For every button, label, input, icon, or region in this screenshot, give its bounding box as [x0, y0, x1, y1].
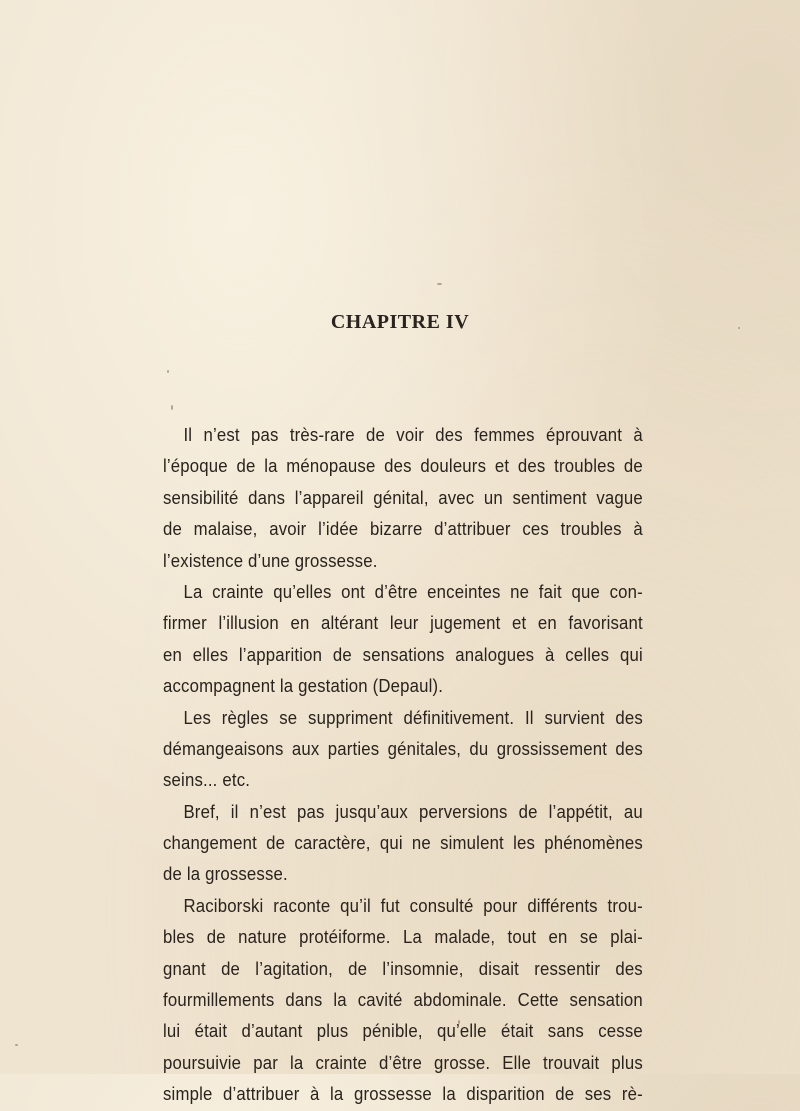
text-line: bles de nature protéiforme. La malade, tout en se plai- — [163, 927, 643, 948]
text-line: simple d’attribuer à la grossesse la disparition de ses rè- — [163, 1084, 643, 1105]
text-line: firmer l’illusion en altérant leur jugement et en favorisant — [163, 613, 643, 634]
text-line: démangeaisons aux parties génitales, du grossissement des — [163, 738, 643, 759]
paper-speck — [15, 1044, 18, 1046]
text-line: Il n’est pas très-rare de voir des femmes éprouvant à — [183, 425, 643, 445]
text-line: de malaise, avoir l’idée bizarre d’attribuer ces troubles à — [163, 519, 643, 540]
paper-speck — [171, 405, 173, 410]
text-line: sensibilité dans l’appareil génital, avec un sentiment vague — [163, 487, 643, 508]
text-line: fourmillements dans la cavité abdominale. Cette sensation — [163, 990, 643, 1011]
text-line: l’existence d’une grossesse. — [163, 550, 378, 571]
text-line: changement de caractère, qui ne simulent les phénomènes — [163, 833, 643, 854]
paper-speck — [437, 283, 442, 285]
text-line: La crainte qu’elles ont d’être enceintes ne fait que con- — [183, 581, 643, 602]
text-line: Bref, il n’est pas jusqu’aux perversions de l’appétit, au — [183, 801, 643, 822]
chapter-heading: CHAPITRE IV — [330, 311, 470, 333]
paper-speck — [167, 370, 169, 373]
text-line: de la grossesse. — [163, 864, 288, 885]
text-line: l’époque de la ménopause des douleurs et des troubles de — [163, 456, 643, 477]
text-line: Raciborski raconte qu’il fut consulté pour différents trou- — [183, 895, 643, 916]
text-line: Les règles se suppriment définitivement. Il survient des — [183, 707, 643, 728]
text-line: lui était d’autant plus pénible, qu’elle était sans cesse — [163, 1021, 643, 1042]
text-line: poursuivie par la crainte d’être grosse. Elle trouvait plus — [163, 1052, 643, 1073]
text-line: gnant de l’agitation, de l’insomnie, disait ressentir des — [163, 958, 643, 979]
body-paragraphs — [163, 420, 643, 1111]
text-line: accompagnent la gestation (Depaul). — [163, 676, 444, 697]
text-line: en elles l’apparition de sensations analogues à celles qui — [163, 644, 643, 665]
text-line: seins... etc. — [163, 770, 251, 791]
